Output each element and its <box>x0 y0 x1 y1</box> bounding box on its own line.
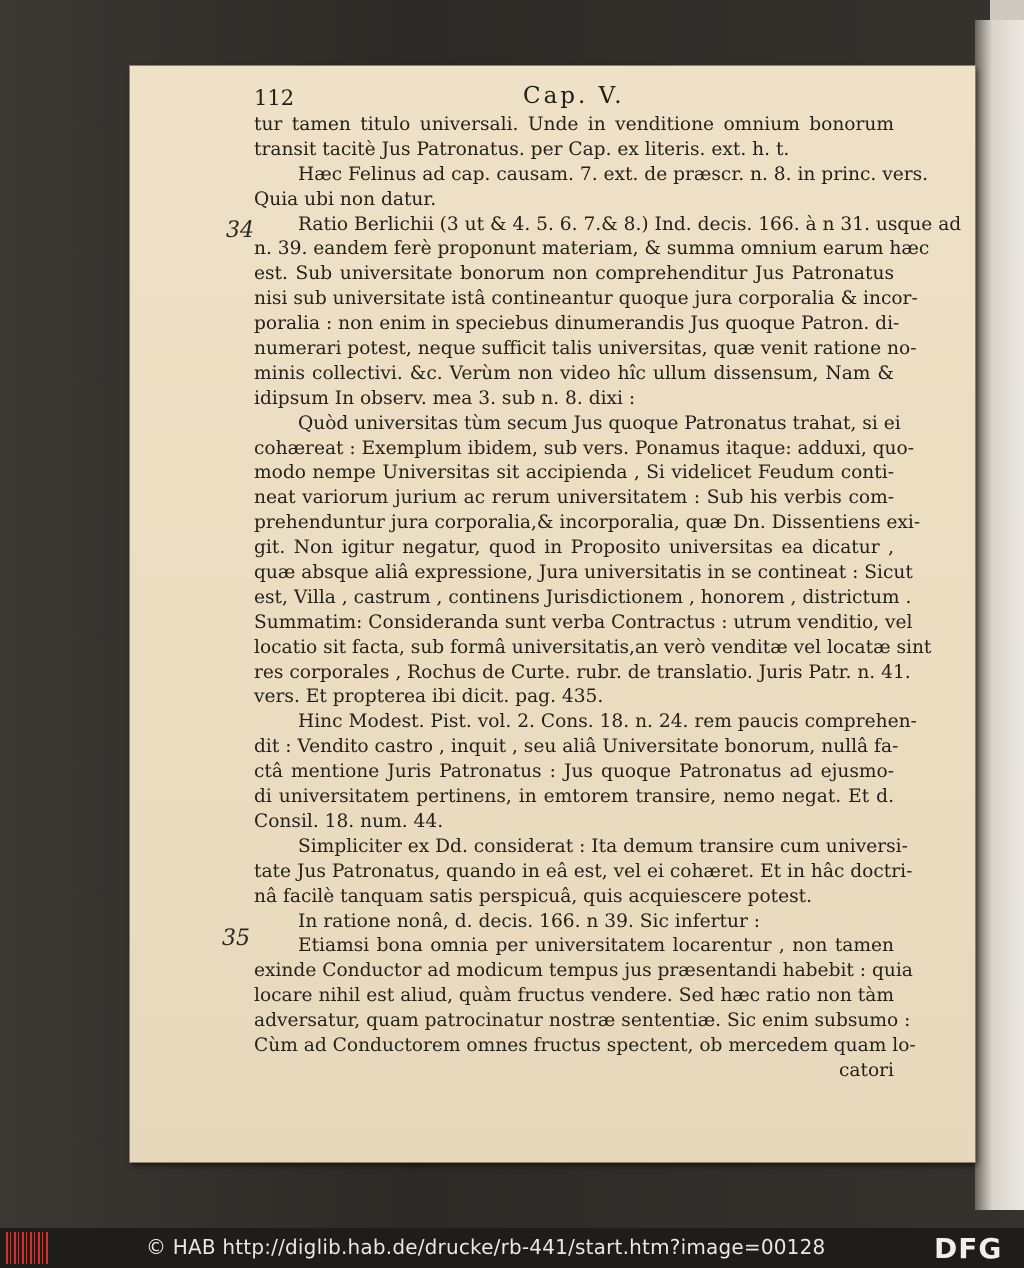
text-line: Ratio Berlichii (3 ut & 4. 5. 6. 7.& 8.) Ind. decis. 166. à n 31. usque ad <box>298 213 962 235</box>
text-line: nâ facilè tanquam satis perspicuâ, quis acquiescere potest. <box>254 885 813 907</box>
margin-number: 34 <box>226 218 254 243</box>
text-line: Quòd universitas tùm secum Jus quoque Patronatus trahat, si ei <box>298 412 901 434</box>
text-line: Hæc Felinus ad cap. causam. 7. ext. de præscr. n. 8. in princ. vers. <box>298 163 929 185</box>
book-page <box>130 66 975 1162</box>
chapter-header: Cap. V. <box>523 83 625 109</box>
dfg-logo[interactable]: DFG <box>934 1232 1003 1265</box>
text-line: transit tacitè Jus Patronatus. per Cap. ex literis. ext. h. t. <box>254 138 790 160</box>
text-line: numerari potest, neque sufficit talis universitas, quæ venit ratione no- <box>254 338 917 360</box>
body-text <box>254 113 962 1084</box>
text-line: modo nempe Universitas sit accipienda , Si videlicet Feudum conti- <box>254 462 894 484</box>
text-line: res corporales , Rochus de Curte. rubr. de translatio. Juris Patr. n. 41. <box>254 661 911 683</box>
text-line: poralia : non enim in speciebus dinumerandis Jus quoque Patron. di- <box>254 313 900 335</box>
text-line: locare nihil est aliud, quàm fructus vendere. Sed hæc ratio non tàm <box>254 985 894 1007</box>
text-line: tate Jus Patronatus, quando in eâ est, vel ei cohæret. Et in hâc doctri- <box>254 860 913 882</box>
catchword: catori <box>838 1059 894 1081</box>
text-line: Quia ubi non datur. <box>254 188 437 210</box>
text-line: Etiamsi bona omnia per universitatem locarentur , non tamen <box>298 935 894 957</box>
text-line: exinde Conductor ad modicum tempus jus præsentandi habebit : quia <box>254 960 913 982</box>
text-line: cohæreat : Exemplum ibidem, sub vers. Ponamus itaque: adduxi, quo- <box>254 437 915 459</box>
margin-number: 35 <box>222 926 250 951</box>
text-line: Summatim: Consideranda sunt verba Contractus : utrum venditio, vel <box>254 611 913 633</box>
text-line: Consil. 18. num. 44. <box>254 810 444 832</box>
text-line: est, Villa , castrum , continens Jurisdictionem , honorem , districtum . <box>254 586 912 608</box>
next-page-edge <box>975 20 1024 1210</box>
text-line: n. 39. eandem ferè proponunt materiam, & summa omnium earum hæc <box>254 238 930 260</box>
text-line: neat variorum jurium ac rerum universitatem : Sub his verbis com- <box>254 487 894 509</box>
text-line: vers. Et propterea ibi dicit. pag. 435. <box>254 686 604 708</box>
text-line: di universitatem pertinens, in emtorem transire, nemo negat. Et d. <box>254 786 894 808</box>
text-line: Hinc Modest. Pist. vol. 2. Cons. 18. n. 24. rem paucis comprehen- <box>298 711 917 733</box>
text-line: Cùm ad Conductorem omnes fructus spectent, ob mercedem quam lo- <box>254 1034 916 1056</box>
text-line: idipsum In observ. mea 3. sub n. 8. dixi : <box>254 387 636 409</box>
text-line: minis collectivi. &c. Verùm non video hîc ullum dissensum, Nam & <box>254 362 894 384</box>
footer-bar <box>0 1228 1024 1268</box>
text-line: tur tamen titulo universali. Unde in venditione omnium bonorum <box>254 114 894 135</box>
text-line: dit : Vendito castro , inquit , seu aliâ Universitate bonorum, nullâ fa- <box>254 736 899 758</box>
text-line: locatio sit facta, sub formâ universitatis,an verò venditæ vel locatæ sint <box>254 636 932 658</box>
text-line: est. Sub universitate bonorum non comprehenditur Jus Patronatus <box>254 263 894 285</box>
text-line: nisi sub universitate istâ contineantur quoque jura corporalia & incor- <box>254 288 918 310</box>
hab-logo-icon[interactable] <box>6 1232 48 1264</box>
text-line: Simpliciter ex Dd. considerat : Ita demum transire cum universi- <box>298 835 908 857</box>
text-line: adversatur, quam patrocinatur nostræ sententiæ. Sic enim subsumo : <box>254 1010 911 1032</box>
text-line: quæ absque aliâ expressione, Jura universitatis in se contineat : Sicut <box>254 562 913 584</box>
page-number: 112 <box>254 86 295 110</box>
text-line: prehenduntur jura corporalia,& incorporalia, quæ Dn. Dissentiens exi- <box>254 512 921 534</box>
text-line: ctâ mentione Juris Patronatus : Jus quoque Patronatus ad ejusmo- <box>254 761 894 783</box>
text-line: In ratione nonâ, d. decis. 166. n 39. Sic infertur : <box>298 910 761 932</box>
source-link[interactable]: © HAB http://diglib.hab.de/drucke/rb-441/start.htm?image=00128 <box>146 1235 826 1259</box>
text-line: git. Non igitur negatur, quod in Proposito universitas ea dicatur , <box>254 537 894 559</box>
